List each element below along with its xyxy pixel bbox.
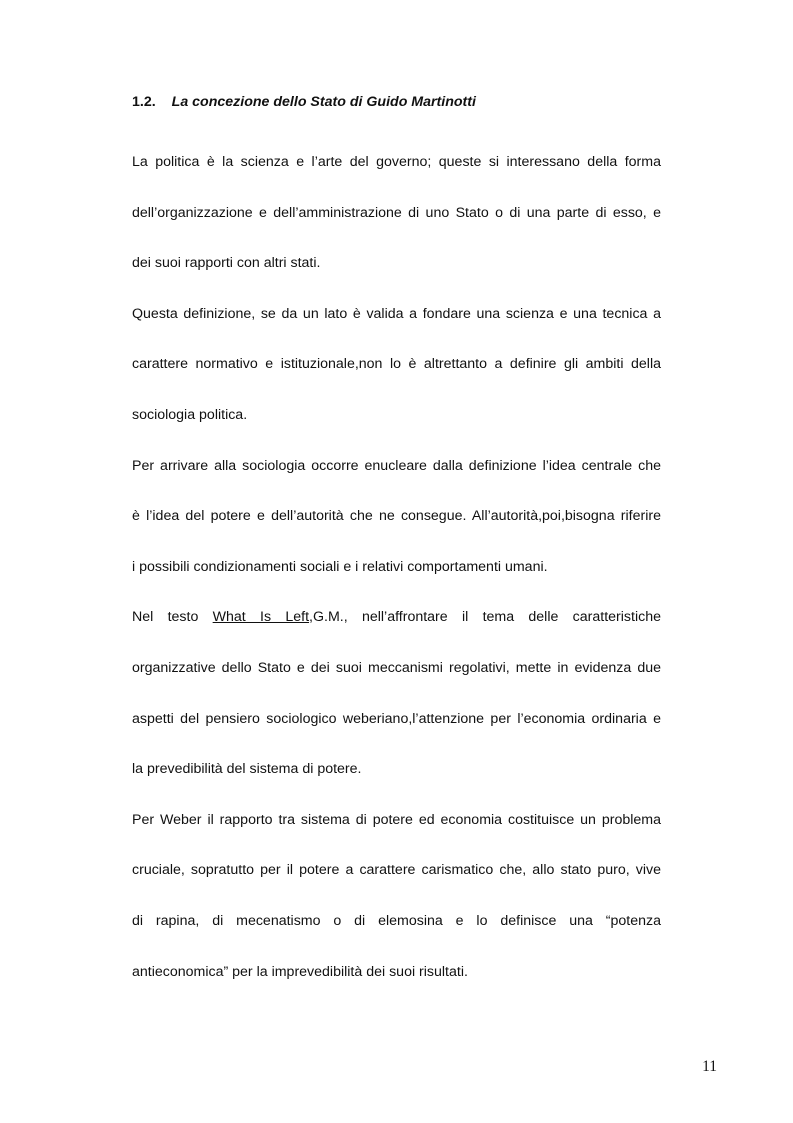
page-number: 11 [702,1058,717,1075]
body-text [132,137,661,997]
paragraph [132,289,661,441]
text-line: la prevedibilità del sistema di potere. [132,761,362,778]
paragraph [132,795,661,997]
text-line: di rapina, di mecenatismo o di elemosina e lo definisce una “potenza [132,912,661,929]
text-line: antieconomica” per la imprevedibilità dei suoi risultati. [132,963,468,980]
text-line: dei suoi rapporti con altri stati. [132,255,321,272]
text-line: Per Weber il rapporto tra sistema di potere ed economia costituisce un problema [132,811,661,828]
text-line: sociologia politica. [132,406,248,423]
text-line: i possibili condizionamenti sociali e i relativi comportamenti umani. [132,558,548,575]
paragraph [132,441,661,593]
paragraph [132,592,661,794]
text-line: dell’organizzazione e dell’amministrazione di uno Stato o di una parte di esso, e [132,204,661,221]
text-line: carattere normativo e istituzionale,non lo è altrettanto a definire gli ambiti della [132,356,661,373]
text-line: organizzative dello Stato e dei suoi meccanismi regolativi, mette in evidenza due [132,659,661,676]
text-fragment: Nel testo [132,609,213,626]
text-line: La politica è la scienza e l’arte del governo; queste si interessano della forma [132,154,661,170]
text-line: aspetti del pensiero sociologico weberiano,l’attenzione per l’economia ordinaria e [132,710,661,727]
section-title: La concezione dello Stato di Guido Martinotti [171,94,476,110]
text-line: Questa definizione, se da un lato è valida a fondare una scienza e una tecnica a [132,305,661,322]
text-line: Per arrivare alla sociologia occorre enucleare dalla definizione l’idea centrale che [132,457,661,474]
section-number: 1.2. [132,94,156,110]
text-line [132,592,661,643]
text-line: è l’idea del potere e dell’autorità che ne consegue. All’autorità,poi,bisogna riferire [132,508,661,525]
text-line: cruciale, sopratutto per il potere a carattere carismatico che, allo stato puro, vive [132,862,661,879]
book-title-link: What Is Left [212,609,310,626]
paragraph [132,137,661,289]
text-fragment: ,G.M., nell’affrontare il tema delle caratteristiche [309,609,661,626]
section-heading [132,94,476,110]
